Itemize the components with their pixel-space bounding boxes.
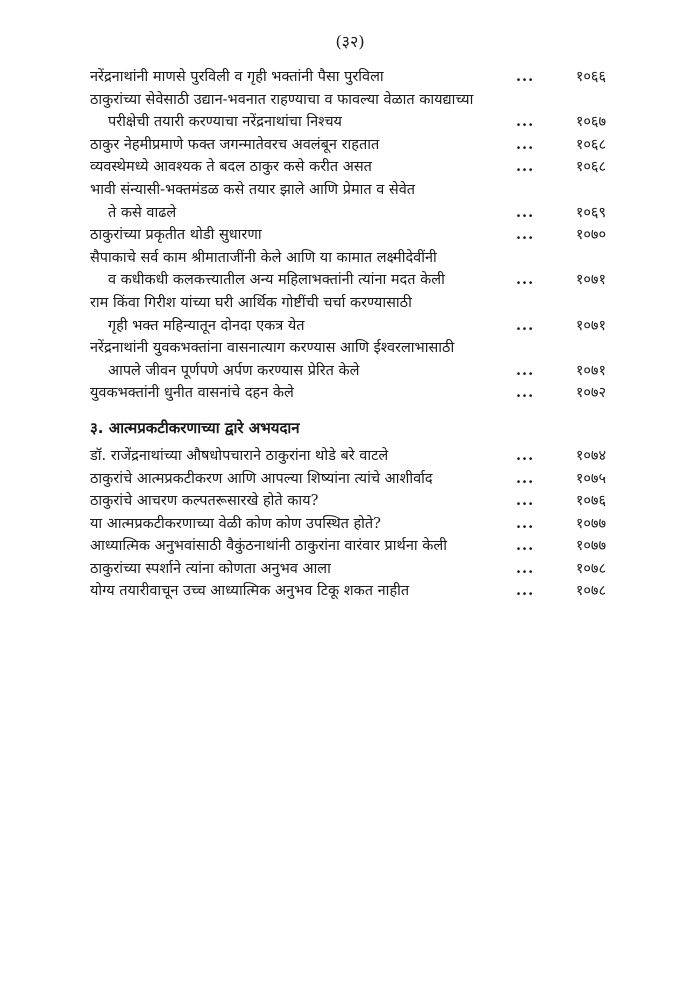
toc-group-a bbox=[90, 66, 606, 405]
toc-leader-dots: ... bbox=[516, 226, 535, 244]
toc-entry bbox=[90, 337, 606, 382]
toc-leader-dots: ... bbox=[516, 582, 535, 600]
toc-entry bbox=[90, 292, 606, 337]
toc-entry-title: नरेंद्रनाथांनी युवकभक्तांना वासनात्याग करण्यास आणि ईश्वरलाभासाठी bbox=[90, 340, 455, 357]
toc-entry bbox=[90, 490, 606, 513]
toc-entry bbox=[90, 382, 606, 405]
toc-entry-title: व्यवस्थेमध्ये आवश्यक ते बदल ठाकुर कसे करीत असत bbox=[90, 159, 372, 176]
toc-entry-title: आध्यात्मिक अनुभवांसाठी वैकुंठनाथांनी ठाकुरांना वारंवार प्रार्थना केली bbox=[90, 538, 447, 555]
toc-page-number: १०६८ bbox=[575, 136, 606, 153]
section-heading: ३. आत्मप्रकटीकरणाच्या द्वारे अभयदान bbox=[90, 418, 300, 437]
toc-entry-title: आपले जीवन पूर्णपणे अर्पण करण्यास प्रेरित केले bbox=[108, 362, 360, 379]
toc-page-number: १०७४ bbox=[575, 447, 606, 464]
toc-page-number: १०६६ bbox=[575, 69, 606, 85]
toc-entry-title: ठाकुर नेहमीप्रमाणे फक्त जगन्मातेवरच अवलंबून राहतात bbox=[90, 136, 380, 153]
toc-entry-title: नरेंद्रनाथांनी माणसे पुरविली व गृही भक्तांनी पैसा पुरविला bbox=[90, 69, 384, 85]
toc-entry bbox=[90, 535, 606, 558]
toc-entry-title: सैपाकाचे सर्व काम श्रीमाताजींनी केले आणि या कामात लक्ष्मीदेवींनी bbox=[90, 249, 437, 266]
toc-entry bbox=[90, 558, 606, 581]
toc-entry-title: युवकभक्तांनी धुनीत वासनांचे दहन केले bbox=[90, 385, 294, 402]
toc-leader-dots: ... bbox=[516, 203, 535, 221]
toc-leader-dots: ... bbox=[516, 559, 535, 577]
toc-page-number: १०७१ bbox=[575, 362, 606, 379]
toc-leader-dots: ... bbox=[516, 469, 535, 487]
toc-page-number: १०६७ bbox=[575, 114, 606, 131]
toc-leader-dots: ... bbox=[516, 514, 535, 532]
toc-entry-title: या आत्मप्रकटीकरणाच्या वेळी कोण कोण उपस्थित होते? bbox=[90, 515, 381, 532]
table-of-contents bbox=[90, 66, 606, 603]
toc-entry-title: व कधीकधी कलकत्त्यातील अन्य महिलाभक्तांनी त्यांना मदत केली bbox=[108, 272, 445, 289]
toc-entry-title: राम किंवा गिरीश यांच्या घरी आर्थिक गोष्टींची चर्चा करण्यासाठी bbox=[90, 294, 412, 311]
toc-entry bbox=[90, 224, 606, 247]
toc-entry-title: गृही भक्त महिन्यातून दोनदा एकत्र येत bbox=[108, 317, 305, 334]
toc-entry-title: योग्य तयारीवाचून उच्च आध्यात्मिक अनुभव टिकू शकत नाहीत bbox=[90, 583, 410, 600]
toc-entry-title: ठाकुरांच्या प्रकृतीत थोडी सुधारणा bbox=[90, 227, 262, 244]
toc-page-number: १०६८ bbox=[575, 159, 606, 176]
toc-entry bbox=[90, 580, 606, 603]
toc-leader-dots: ... bbox=[516, 316, 535, 334]
page-number: (३२) bbox=[335, 32, 365, 51]
toc-entry-title: ठाकुरांच्या स्पर्शाने त्यांना कोणता अनुभव आला bbox=[90, 560, 331, 577]
toc-entry bbox=[90, 156, 606, 179]
toc-leader-dots: ... bbox=[516, 537, 535, 555]
toc-leader-dots: ... bbox=[516, 361, 535, 379]
toc-page-number: १०६९ bbox=[575, 204, 606, 221]
toc-leader-dots: ... bbox=[516, 446, 535, 464]
toc-entry bbox=[90, 468, 606, 491]
toc-page-number: १०७० bbox=[575, 227, 606, 244]
toc-entry-title: ठाकुरांच्या सेवेसाठी उद्यान-भवनात राहण्याचा व फावल्या वेळात कायद्याच्या bbox=[90, 91, 474, 108]
toc-group-b bbox=[90, 445, 606, 603]
toc-entry bbox=[90, 134, 606, 157]
toc-leader-dots: ... bbox=[516, 113, 535, 131]
toc-leader-dots: ... bbox=[516, 68, 535, 85]
toc-entry bbox=[90, 445, 606, 468]
toc-entry-title: परीक्षेची तयारी करण्याचा नरेंद्रनाथांचा निश्चय bbox=[108, 114, 342, 131]
toc-page-number: १०७७ bbox=[575, 515, 606, 532]
toc-page-number: १०७५ bbox=[575, 470, 606, 487]
toc-page-number: १०७८ bbox=[575, 560, 606, 577]
toc-leader-dots: ... bbox=[516, 384, 535, 402]
toc-page-number: १०७६ bbox=[575, 493, 606, 510]
toc-page-number: १०७८ bbox=[575, 583, 606, 600]
toc-entry bbox=[90, 247, 606, 292]
toc-leader-dots: ... bbox=[516, 492, 535, 510]
toc-entry-title: डॉ. राजेंद्रनाथांच्या औषधोपचाराने ठाकुरांना थोडे बरे वाटले bbox=[90, 447, 389, 464]
toc-entry-title: भावी संन्यासी-भक्तमंडळ कसे तयार झाले आणि प्रेमात व सेवेत bbox=[90, 181, 416, 198]
toc-entry-title: ठाकुरांचे आचरण कल्पतरूसारखे होते काय? bbox=[90, 493, 319, 510]
toc-leader-dots: ... bbox=[516, 271, 535, 289]
toc-page-number: १०७१ bbox=[575, 317, 606, 334]
toc-entry bbox=[90, 89, 606, 134]
toc-entry bbox=[90, 179, 606, 224]
toc-entry bbox=[90, 513, 606, 536]
toc-page-number: १०७१ bbox=[575, 272, 606, 289]
toc-page-number: १०७२ bbox=[575, 385, 606, 402]
toc-entry bbox=[90, 66, 606, 89]
toc-entry-title: ठाकुरांचे आत्मप्रकटीकरण आणि आपल्या शिष्यांना त्यांचे आशीर्वाद bbox=[90, 470, 433, 487]
toc-leader-dots: ... bbox=[516, 135, 535, 153]
toc-page-number: १०७७ bbox=[575, 538, 606, 555]
toc-entry-title: ते कसे वाढले bbox=[108, 204, 177, 221]
toc-leader-dots: ... bbox=[516, 158, 535, 176]
